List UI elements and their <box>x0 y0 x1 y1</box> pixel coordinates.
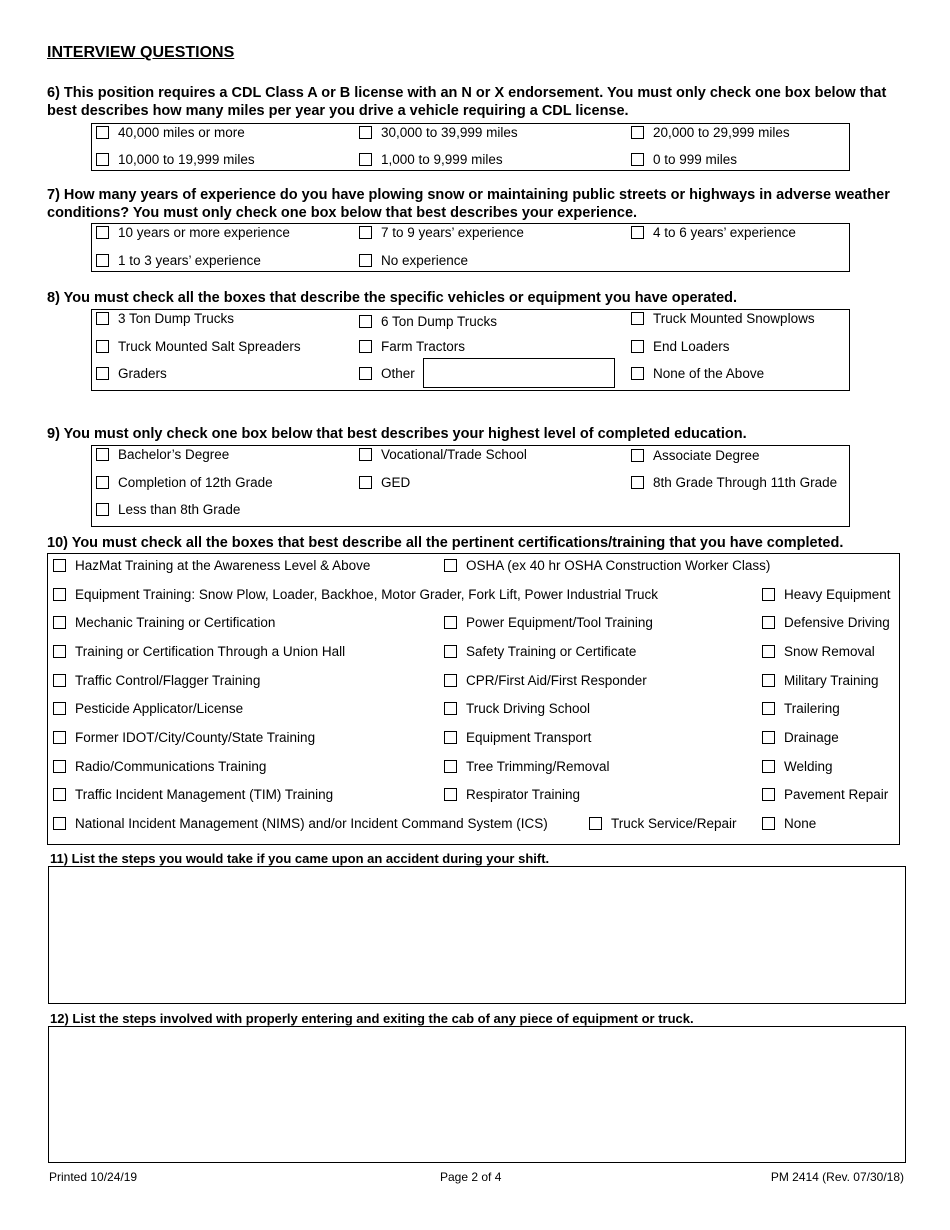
q7-option-4-6-years[interactable]: 4 to 6 years’ experience <box>631 225 796 240</box>
q6-option-20000-29999[interactable]: 20,000 to 29,999 miles <box>631 125 790 140</box>
checkbox[interactable] <box>631 226 644 239</box>
q10-option-union-hall[interactable]: Training or Certification Through a Union Hall <box>53 644 345 659</box>
checkbox[interactable] <box>359 367 372 380</box>
q6-option-0-999[interactable]: 0 to 999 miles <box>631 152 737 167</box>
checkbox[interactable] <box>96 126 109 139</box>
question-11-text: 11) List the steps you would take if you came upon an accident during your shift. <box>50 851 550 866</box>
footer-page-number: Page 2 of 4 <box>440 1170 502 1184</box>
q10-option-tim-training[interactable]: Traffic Incident Management (TIM) Training <box>53 787 333 802</box>
q10-option-equipment-training[interactable]: Equipment Training: Snow Plow, Loader, Backhoe, Motor Grader, Fork Lift, Power Industrial Truck <box>53 587 658 602</box>
q10-option-trailering[interactable]: Trailering <box>762 701 840 716</box>
checkbox[interactable] <box>762 645 775 658</box>
checkbox[interactable] <box>359 340 372 353</box>
checkbox[interactable] <box>53 559 66 572</box>
question-6-text: 6) This position requires a CDL Class A or B license with an N or X endorsement. You must only check one box below that best describes how many miles per year you drive a vehicle requiring a CDL license. <box>47 85 887 119</box>
q10-option-truck-driving-school[interactable]: Truck Driving School <box>444 701 590 716</box>
q9-option-associate-degree[interactable]: Associate Degree <box>631 448 760 463</box>
q8-option-end-loaders[interactable]: End Loaders <box>631 339 730 354</box>
checkbox[interactable] <box>53 731 66 744</box>
checkbox[interactable] <box>96 153 109 166</box>
checkbox[interactable] <box>762 588 775 601</box>
checkbox[interactable] <box>444 731 457 744</box>
question-8-text: 8) You must check all the boxes that describe the specific vehicles or equipment you have operated. <box>47 290 738 306</box>
checkbox[interactable] <box>444 702 457 715</box>
checkbox[interactable] <box>96 312 109 325</box>
q10-option-safety-training[interactable]: Safety Training or Certificate <box>444 644 636 659</box>
checkbox[interactable] <box>762 760 775 773</box>
checkbox[interactable] <box>762 702 775 715</box>
q10-option-cpr-first-aid[interactable]: CPR/First Aid/First Responder <box>444 673 647 688</box>
q7-option-1-3-years[interactable]: 1 to 3 years’ experience <box>96 253 261 268</box>
q10-option-pavement-repair[interactable]: Pavement Repair <box>762 787 888 802</box>
q7-option-10-plus-years[interactable]: 10 years or more experience <box>96 225 290 240</box>
q10-option-hazmat[interactable]: HazMat Training at the Awareness Level & Above <box>53 558 370 573</box>
q8-option-6-ton-dump-trucks[interactable]: 6 Ton Dump Trucks <box>359 314 497 329</box>
checkbox[interactable] <box>762 674 775 687</box>
question-7-text: 7) How many years of experience do you have plowing snow or maintaining public streets or highways in adverse weather conditions? You must only check one box below that best describes your experience. <box>47 187 890 221</box>
checkbox[interactable] <box>53 817 66 830</box>
q10-option-defensive-driving[interactable]: Defensive Driving <box>762 615 890 630</box>
q9-option-ged[interactable]: GED <box>359 475 410 490</box>
q10-option-radio-communications[interactable]: Radio/Communications Training <box>53 759 266 774</box>
q10-option-welding[interactable]: Welding <box>762 759 833 774</box>
checkbox[interactable] <box>96 503 109 516</box>
checkbox[interactable] <box>359 226 372 239</box>
q7-option-no-experience[interactable]: No experience <box>359 253 468 268</box>
q9-option-less-than-8th-grade[interactable]: Less than 8th Grade <box>96 502 240 517</box>
checkbox[interactable] <box>359 254 372 267</box>
q10-option-snow-removal[interactable]: Snow Removal <box>762 644 875 659</box>
checkbox[interactable] <box>762 817 775 830</box>
q8-other-input[interactable] <box>423 358 615 388</box>
checkbox[interactable] <box>444 788 457 801</box>
q10-option-military-training[interactable]: Military Training <box>762 673 879 688</box>
q10-option-mechanic-training[interactable]: Mechanic Training or Certification <box>53 615 275 630</box>
checkbox[interactable] <box>53 588 66 601</box>
q6-option-30000-39999[interactable]: 30,000 to 39,999 miles <box>359 125 518 140</box>
q10-option-truck-service-repair[interactable]: Truck Service/Repair <box>589 816 737 831</box>
checkbox[interactable] <box>631 476 644 489</box>
checkbox[interactable] <box>53 616 66 629</box>
checkbox[interactable] <box>444 645 457 658</box>
checkbox[interactable] <box>444 674 457 687</box>
checkbox[interactable] <box>96 476 109 489</box>
checkbox[interactable] <box>96 367 109 380</box>
checkbox[interactable] <box>96 226 109 239</box>
q9-option-bachelors-degree[interactable]: Bachelor’s Degree <box>96 447 229 462</box>
checkbox[interactable] <box>631 367 644 380</box>
q6-option-1000-9999[interactable]: 1,000 to 9,999 miles <box>359 152 503 167</box>
q9-option-completion-12th-grade[interactable]: Completion of 12th Grade <box>96 475 273 490</box>
checkbox[interactable] <box>359 153 372 166</box>
q10-option-traffic-control-flagger[interactable]: Traffic Control/Flagger Training <box>53 673 260 688</box>
checkbox[interactable] <box>359 476 372 489</box>
q10-option-heavy-equipment[interactable]: Heavy Equipment <box>762 587 891 602</box>
q9-option-8th-through-11th-grade[interactable]: 8th Grade Through 11th Grade <box>631 475 837 490</box>
q7-option-7-9-years[interactable]: 7 to 9 years’ experience <box>359 225 524 240</box>
q11-answer-textarea[interactable] <box>48 866 906 1004</box>
q8-option-farm-tractors[interactable]: Farm Tractors <box>359 339 465 354</box>
checkbox[interactable] <box>631 126 644 139</box>
q10-option-drainage[interactable]: Drainage <box>762 730 839 745</box>
q10-option-pesticide-applicator[interactable]: Pesticide Applicator/License <box>53 701 243 716</box>
checkbox[interactable] <box>359 315 372 328</box>
q8-option-3-ton-dump-trucks[interactable]: 3 Ton Dump Trucks <box>96 311 234 326</box>
q10-option-tree-trimming[interactable]: Tree Trimming/Removal <box>444 759 610 774</box>
checkbox[interactable] <box>444 616 457 629</box>
checkbox[interactable] <box>53 674 66 687</box>
checkbox[interactable] <box>96 340 109 353</box>
checkbox[interactable] <box>444 760 457 773</box>
checkbox[interactable] <box>96 448 109 461</box>
q8-option-other[interactable]: Other <box>359 366 415 381</box>
question-9-text: 9) You must only check one box below that best describes your highest level of completed education. <box>47 426 747 442</box>
page-heading: INTERVIEW QUESTIONS <box>47 44 235 61</box>
q8-option-none-of-the-above[interactable]: None of the Above <box>631 366 764 381</box>
checkbox[interactable] <box>444 559 457 572</box>
checkbox[interactable] <box>762 788 775 801</box>
q10-option-osha[interactable]: OSHA (ex 40 hr OSHA Construction Worker Class) <box>444 558 770 573</box>
checkbox[interactable] <box>96 254 109 267</box>
q9-option-vocational-trade-school[interactable]: Vocational/Trade School <box>359 447 527 462</box>
question-12-text: 12) List the steps involved with properly entering and exiting the cab of any piece of equipment or truck. <box>50 1011 694 1026</box>
q10-option-equipment-transport[interactable]: Equipment Transport <box>444 730 591 745</box>
q10-option-none[interactable]: None <box>762 816 816 831</box>
checkbox[interactable] <box>53 760 66 773</box>
checkbox[interactable] <box>631 312 644 325</box>
checkbox[interactable] <box>359 448 372 461</box>
q10-option-respirator-training[interactable]: Respirator Training <box>444 787 580 802</box>
checkbox[interactable] <box>762 731 775 744</box>
q10-option-nims-ics[interactable]: National Incident Management (NIMS) and/or Incident Command System (ICS) <box>53 816 548 831</box>
checkbox[interactable] <box>53 788 66 801</box>
q6-option-10000-19999[interactable]: 10,000 to 19,999 miles <box>96 152 255 167</box>
q12-answer-textarea[interactable] <box>48 1026 906 1163</box>
q8-option-graders[interactable]: Graders <box>96 366 167 381</box>
question-10-text: 10) You must check all the boxes that best describe all the pertinent certifications/training that you have completed. <box>47 535 844 551</box>
footer-form-number: PM 2414 (Rev. 07/30/18) <box>770 1170 904 1184</box>
q10-option-former-idot-training[interactable]: Former IDOT/City/County/State Training <box>53 730 315 745</box>
q10-option-power-equipment-tool[interactable]: Power Equipment/Tool Training <box>444 615 653 630</box>
checkbox[interactable] <box>631 153 644 166</box>
q6-option-40000-plus[interactable]: 40,000 miles or more <box>96 125 245 140</box>
q8-option-truck-mounted-snowplows[interactable]: Truck Mounted Snowplows <box>631 311 815 326</box>
checkbox[interactable] <box>359 126 372 139</box>
checkbox[interactable] <box>589 817 602 830</box>
footer-printed-date: Printed 10/24/19 <box>49 1170 138 1184</box>
checkbox[interactable] <box>762 616 775 629</box>
checkbox[interactable] <box>631 340 644 353</box>
checkbox[interactable] <box>53 702 66 715</box>
checkbox[interactable] <box>53 645 66 658</box>
checkbox[interactable] <box>631 449 644 462</box>
q8-option-truck-mounted-salt-spreaders[interactable]: Truck Mounted Salt Spreaders <box>96 339 301 354</box>
